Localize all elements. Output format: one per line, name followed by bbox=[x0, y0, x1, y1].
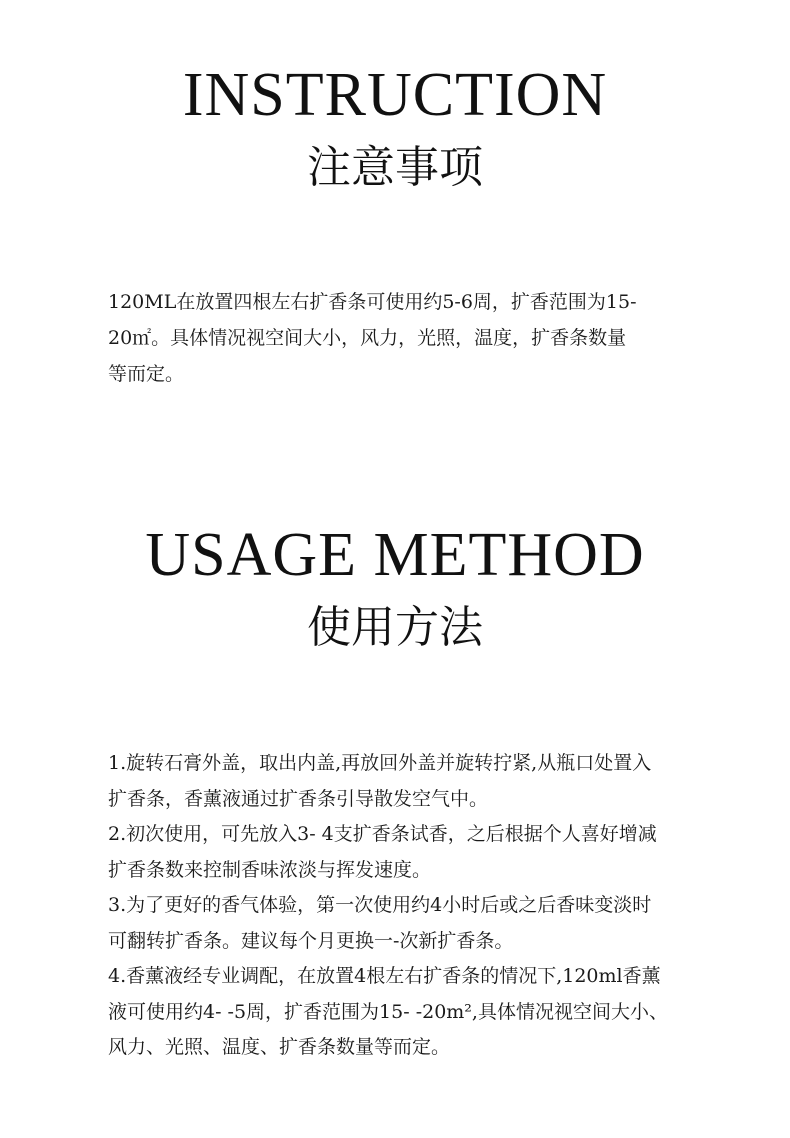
usage-line: 液可使用约4- -5周，扩香范围为15- -20m²,具体情况视空间大小、 bbox=[108, 1000, 668, 1023]
usage-title-en: USAGE METHOD bbox=[145, 521, 645, 589]
instruction-title-cn: 注意事项 bbox=[307, 142, 483, 193]
usage-line: 扩香条，香薰液通过扩香条引导散发空气中。 bbox=[108, 787, 489, 810]
usage-line: 2.初次使用，可先放入3- 4支扩香条试香，之后根据个人喜好增减 bbox=[108, 823, 657, 845]
usage-line: 可翻转扩香条。建议每个月更换一-次新扩香条。 bbox=[108, 929, 514, 952]
usage-line: 4.香薰液经专业调配，在放置4根左右扩香条的情况下,120ml香薰 bbox=[108, 965, 661, 987]
instruction-title-en: INSTRUCTION bbox=[182, 61, 608, 129]
instruction-subheader bbox=[0, 142, 790, 193]
instruction-body bbox=[108, 284, 688, 392]
usage-line: 1.旋转石膏外盖，取出内盖,再放回外盖并旋转拧紧,从瓶口处置入 bbox=[108, 752, 652, 774]
instruction-line: 120ML在放置四根左右扩香条可使用约5-6周，扩香范围为15- bbox=[108, 291, 637, 313]
usage-line: 扩香条数来控制香味浓淡与挥发速度。 bbox=[108, 858, 432, 881]
usage-body bbox=[108, 746, 688, 1066]
instruction-line: 等而定。 bbox=[108, 363, 185, 385]
usage-header bbox=[0, 521, 790, 589]
usage-line: 风力、光照、温度、扩香条数量等而定。 bbox=[108, 1036, 451, 1058]
usage-title-cn: 使用方法 bbox=[307, 602, 483, 653]
instruction-line: 20㎡。具体情况视空间大小，风力，光照，温度，扩香条数量 bbox=[108, 327, 627, 349]
usage-line: 3.为了更好的香气体验，第一次使用约4小时后或之后香味变淡时 bbox=[108, 894, 652, 916]
usage-subheader bbox=[0, 602, 790, 653]
instruction-header bbox=[0, 61, 790, 129]
